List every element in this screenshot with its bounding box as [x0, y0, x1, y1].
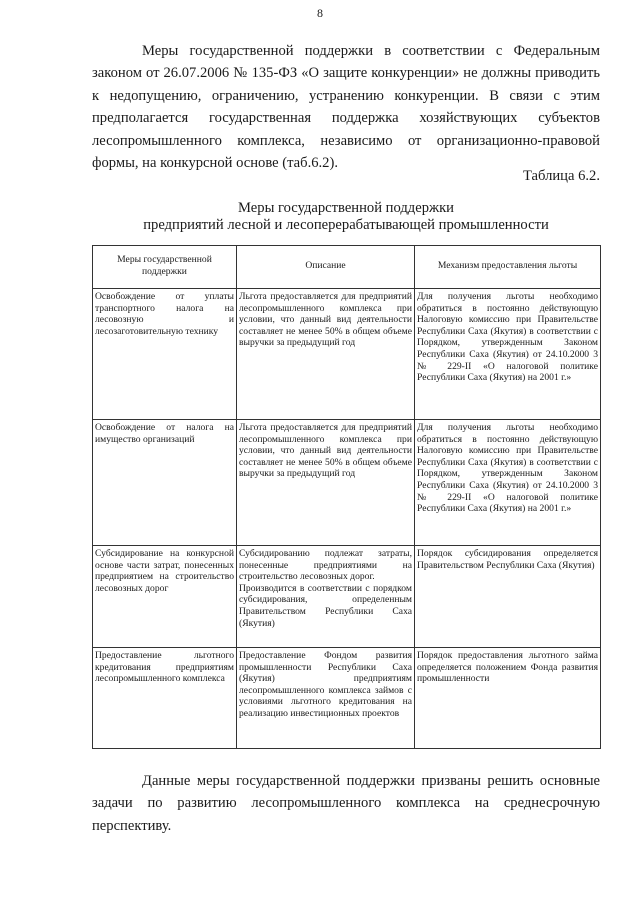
table-title-line-2: предприятий лесной и лесоперерабатывающей промышленности — [143, 217, 549, 233]
table-row — [93, 648, 601, 749]
conclusion-paragraph: Данные меры государственной поддержки призваны решить основные задачи по развитию лесопромышленного комплекса на среднесрочную перспективу. — [92, 773, 600, 834]
support-measures-table — [92, 245, 601, 749]
table-title — [92, 200, 600, 234]
cell-measure: Освобождение от уплаты транспортного налога на лесовозную и лесозаготовительную технику — [93, 289, 237, 420]
cell-mechanism: Для получения льготы необходимо обратиться в постоянно действующую Налоговую комиссию при Правительстве Республики Саха (Якутия) в соответствии с Порядком, утвержденным Законом Республики Саха (Якутия) от 24.10.2000 3 № 229-II «О налоговой политике Республики Саха (Якутия) на 2001 г.» — [415, 420, 601, 546]
table-title-line-1: Меры государственной поддержки — [238, 200, 454, 216]
cell-measure: Предоставление льготного кредитования предприятиям лесопромышленного комплекса — [93, 648, 237, 749]
cell-measure: Субсидирование на конкурсной основе части затрат, понесенных предприятием на строительство лесовозных дорог — [93, 546, 237, 648]
cell-mechanism: Для получения льготы необходимо обратиться в постоянно действующую Налоговую комиссию при Правительстве Республики Саха (Якутия) в соответствии с Порядком, утвержденным Законом Республики Саха (Якутия) от 24.10.2000 3 № 229-II «О налоговой политике Республики Саха (Якутия) на 2001 г.» — [415, 289, 601, 420]
cell-description: Льгота предоставляется для предприятий лесопромышленного комплекса при условии, что данный вид деятельности составляет не менее 50% в общем объеме выручки за предыдущий год — [237, 289, 415, 420]
intro-paragraph: Меры государственной поддержки в соответствии с Федеральным законом от 26.07.2006 № 135-ФЗ «О защите конкуренции» не должны приводить к недопущению, ограничению, устранению конкуренции. В связи с этим предполагается государственная поддержка хозяйствующих субъектов лесопромышленного комплекса, независимо от организационно-правовой формы, на конкурсной основе (таб.6.2). — [92, 43, 600, 172]
description-extra-text: Производится в соответствии с порядком субсидирования, определенным Правительством Республики Саха (Якутия) — [239, 582, 412, 629]
cell-measure: Освобождение от налога на имущество организаций — [93, 420, 237, 546]
header-mechanism: Механизм предоставления льготы — [415, 246, 601, 289]
header-measures: Меры государственной поддержки — [93, 246, 237, 289]
cell-description — [237, 546, 415, 648]
description-text: Субсидированию подлежат затраты, понесенные предприятиями на строительство лесовозных дорог. — [239, 548, 412, 583]
table-row — [93, 546, 601, 648]
cell-description: Предоставление Фондом развития промышленности Республики Саха (Якутия) предприятиям лесопромышленного комплекса займов с условиями льготного кредитования на реализацию инвестиционных проектов — [237, 648, 415, 749]
cell-mechanism: Порядок субсидирования определяется Правительством Республики Саха (Якутия) — [415, 546, 601, 648]
cell-description: Льгота предоставляется для предприятий лесопромышленного комплекса при условии, что данный вид деятельности составляет не менее 50% в общем объеме выручки за предыдущий год — [237, 420, 415, 546]
table-row — [93, 420, 601, 546]
page-number: 8 — [317, 6, 323, 20]
table-reference: Таблица 6.2. — [522, 168, 600, 184]
cell-mechanism: Порядок предоставления льготного займа определяется положением Фонда развития промышленности — [415, 648, 601, 749]
table-header-row — [93, 246, 601, 289]
header-description: Описание — [237, 246, 415, 289]
table-row — [93, 289, 601, 420]
